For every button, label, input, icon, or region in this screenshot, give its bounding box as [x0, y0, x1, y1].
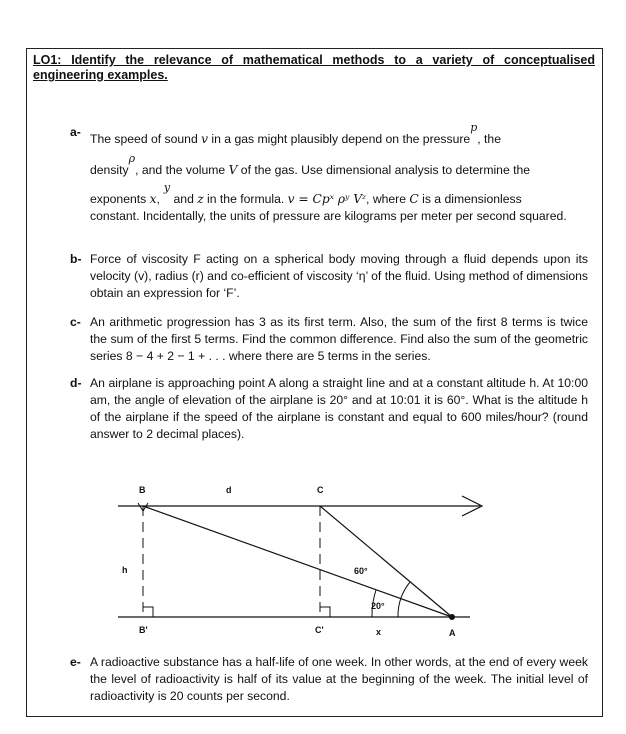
label-c-prime: C' [315, 625, 324, 635]
sight-line-20 [143, 506, 452, 617]
point-a [449, 614, 455, 620]
question-d [70, 375, 588, 443]
label-b: B [139, 485, 146, 495]
right-angle-c [320, 607, 330, 617]
label-d: d [226, 485, 232, 495]
question-e [70, 654, 588, 705]
question-text: An airplane is approaching point A along a straight line and at a constant altitude h. At 10:00 am, the angle of elevation of the airplane is 20° and at 10:01 it is 60°. What is the altitude h of the airplane if the speed of the airplane is constant and equal to 600 miles/hour? (round answer to 2 decimal places). [90, 376, 588, 441]
label-b-prime: B' [139, 625, 148, 635]
question-letter: b- [70, 252, 82, 266]
question-a: a- The speed of sound v in a gas might plausibly depend on the pressurep, the densityρ, and the volume V of the gas. Use dimensional analysis to determine the exponents x,y and z in the formula. v = Cpˣ ρʸ Vᶻ, where C is a dimensionless constant. Incidentally, the units of pressure are kilograms per meter per second squared. [70, 121, 567, 223]
label-c: C [317, 485, 324, 495]
question-letter: a- [70, 125, 81, 139]
label-h: h [122, 565, 128, 575]
label-angle-60: 60° [354, 566, 368, 576]
speed-formula: v = Cpˣ ρʸ Vᶻ [287, 192, 367, 206]
label-angle-20: 20° [371, 601, 385, 611]
question-text: A radioactive substance has a half-life of one week. In other words, at the end of every week the level of radioactivity is half of its value at the beginning of the week. The initial level of radioactivity is 20 counts per second. [90, 655, 588, 703]
label-x: x [376, 627, 382, 637]
label-a: A [449, 628, 456, 638]
question-letter: d- [70, 376, 82, 390]
question-text: An arithmetic progression has 3 as its first term. Also, the sum of the first 8 terms is twice the sum of the first 5 terms. Find the common difference. Find also the sum of the geometric series 8 − 4 + 2 − 1 + . . . where there are 5 terms in the series. [90, 315, 588, 363]
sight-line-60 [320, 506, 452, 617]
learning-outcome-title: LO1: Identify the relevance of mathematical methods to a variety of conceptualised engineering examples. [33, 53, 595, 82]
question-c [70, 314, 588, 365]
airplane-icon [138, 503, 148, 516]
airplane-diagram [110, 478, 490, 643]
question-letter: c- [70, 315, 81, 329]
question-text: Force of viscosity F acting on a spherical body moving through a fluid depends upon its velocity (v), radius (r) and co-efficient of viscosity ‘η’ of the fluid. Using method of dimensions obtain an expression for ‘F’. [90, 252, 588, 300]
question-letter: e- [70, 655, 81, 669]
right-angle-b [143, 607, 153, 617]
question-b [70, 251, 588, 302]
